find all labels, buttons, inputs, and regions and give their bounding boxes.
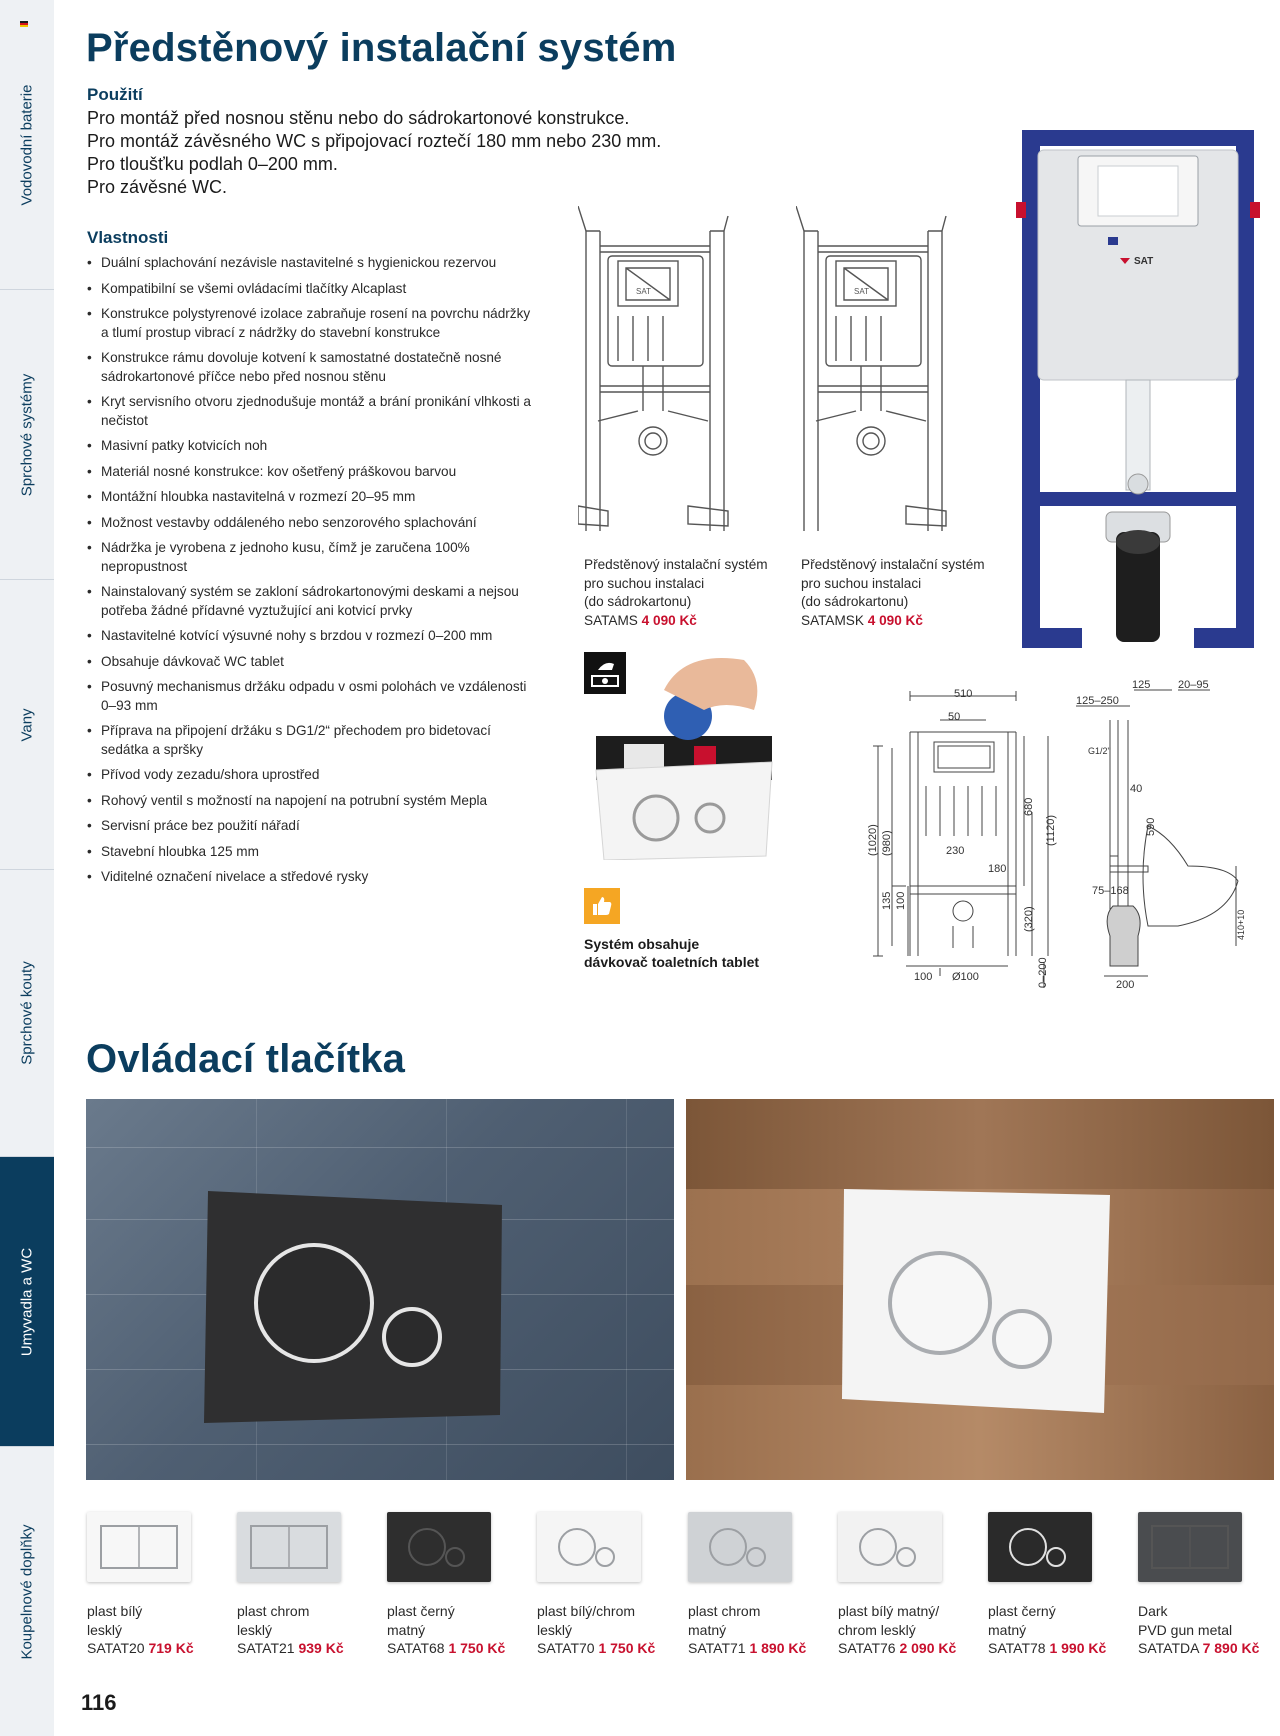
property-item: • Servisní práce bez použití nářadí [87, 817, 537, 836]
product-price: 719 Kč [148, 1640, 194, 1656]
caption-line: Předstěnový instalační systém [584, 557, 768, 572]
technical-drawing [848, 676, 1248, 992]
product-thumbnail [537, 1512, 641, 1582]
product-code: SATAMS [584, 612, 638, 628]
product-description [237, 1602, 377, 1658]
product-tile[interactable] [988, 1512, 1128, 1658]
property-item: • Materiál nosné konstrukce: kov ošetřený práškovou barvou [87, 463, 537, 482]
product-line: plast chrom [237, 1603, 310, 1619]
dim-label: Ø100 [952, 971, 979, 983]
product-thumbnail [988, 1512, 1092, 1582]
product-code: SATAT21 [237, 1640, 295, 1656]
product-price: 4 090 Kč [641, 612, 697, 628]
sidebar-tab-shower-enclosures[interactable] [0, 870, 54, 1157]
dim-label: 50 [948, 711, 961, 723]
product-code: SATAT78 [988, 1640, 1046, 1656]
caption-line: pro suchou instalaci [801, 575, 922, 591]
product-price: 1 750 Kč [598, 1640, 656, 1656]
white-plate-graphic [842, 1189, 1112, 1419]
caption-line: (do sádrokartonu) [801, 594, 909, 609]
product-price: 4 090 Kč [867, 612, 923, 628]
product-price: 7 890 Kč [1202, 1640, 1260, 1656]
product-line: Dark [1138, 1603, 1168, 1619]
sidebar-tab-label: Koupelnové doplňky [18, 1523, 36, 1660]
usage-heading: Použití [87, 85, 143, 104]
dim-label: 20–95 [1178, 679, 1209, 691]
caption-line: (do sádrokartonu) [584, 594, 692, 609]
product-code: SATAMSK [801, 612, 864, 628]
product-line: plast černý [387, 1603, 455, 1619]
sidebar-tab-label: Sprchové kouty [18, 961, 36, 1065]
sidebar-tab-bathtubs[interactable] [0, 580, 54, 870]
product-description [988, 1602, 1128, 1658]
sidebar-tab-shower-systems[interactable] [0, 290, 54, 580]
tablet-note-line: dávkovač toaletních tablet [584, 954, 760, 970]
frame-satams-image [578, 206, 738, 541]
usage-item: Pro závěsné WC. [87, 177, 228, 197]
product-code: SATAT70 [537, 1640, 595, 1656]
sidebar-tab-basins-wc[interactable] [0, 1157, 54, 1447]
product-code: SATAT71 [688, 1640, 746, 1656]
photo-dark-button [86, 1099, 674, 1480]
product-line: plast bílý/chrom [537, 1603, 636, 1619]
dark-plate-graphic [204, 1179, 504, 1429]
product-line: plast bílý matný/ [838, 1603, 940, 1619]
property-item: • Viditelné označení nivelace a středové rysky [87, 868, 537, 887]
frame-logo-text: SAT [854, 287, 869, 296]
property-item: • Konstrukce polystyrenové izolace zabraňuje rosení na povrchu nádržky a tlumí prostup vibrací z nádržky do stavební konstrukce [87, 305, 537, 342]
product-caption-satams [584, 556, 768, 630]
caption-line: pro suchou instalaci [584, 575, 705, 591]
dim-label: 680 [1023, 797, 1035, 816]
sidebar-tab-label: Vany [18, 707, 36, 742]
dim-label: 135 [881, 891, 893, 910]
product-thumbnail [237, 1512, 341, 1582]
property-item: • Nainstalovaný systém se zakloní sádrokartonovými deskami a nejsou potřeba žádné přídavné vyztužující ani kotvicí prvky [87, 583, 537, 620]
product-price: 1 990 Kč [1049, 1640, 1107, 1656]
product-price: 2 090 Kč [899, 1640, 957, 1656]
page-title: Předstěnový instalační systém [86, 26, 677, 70]
product-tile[interactable] [237, 1512, 377, 1658]
dim-label: 75–168 [1092, 885, 1129, 897]
category-sidebar [0, 0, 54, 1736]
property-item: • Možnost vestavby oddáleného nebo senzorového splachování [87, 514, 537, 533]
frame-satamsk-image [796, 206, 956, 541]
property-item: • Přívod vody zezadu/shora uprostřed [87, 766, 537, 785]
product-thumbnail [87, 1512, 191, 1582]
page-number: 116 [81, 1690, 117, 1715]
properties-list [87, 254, 537, 894]
dim-label: 230 [946, 845, 965, 857]
photo-white-button [686, 1099, 1274, 1480]
property-item: • Montážní hloubka nastavitelná v rozmezí 20–95 mm [87, 488, 537, 507]
property-item: • Masivní patky kotvicích noh [87, 437, 537, 456]
dim-label: 125–250 [1076, 695, 1119, 707]
property-item: • Konstrukce rámu dovoluje kotvení k samostatné dostatečně nosné sádrokartonové příčce nebo před nosnou stěnu [87, 349, 537, 386]
product-description [688, 1602, 828, 1658]
product-price: 1 750 Kč [448, 1640, 506, 1656]
product-line: lesklý [237, 1621, 273, 1638]
product-description [1138, 1602, 1278, 1658]
product-price: 939 Kč [298, 1640, 344, 1656]
product-line: PVD gun metal [1138, 1621, 1233, 1638]
product-description [537, 1602, 677, 1658]
sidebar-tab-label: Sprchové systémy [18, 373, 36, 496]
dim-label: (1120) [1045, 815, 1057, 846]
sidebar-tab-accessories[interactable] [0, 1447, 54, 1736]
property-item: • Rohový ventil s možností na napojení na potrubní systém Mepla [87, 792, 537, 811]
dim-label: 100 [914, 971, 933, 983]
product-code: SATAT76 [838, 1640, 896, 1656]
product-line: plast černý [988, 1603, 1056, 1619]
dim-label: (1020) [867, 824, 879, 856]
usage-item: Pro montáž před nosnou stěnu nebo do sádrokartonové konstrukce. [87, 108, 630, 128]
thumbs-up-icon [584, 888, 620, 924]
property-item: • Stavební hloubka 125 mm [87, 843, 537, 862]
product-line: matný [988, 1621, 1027, 1638]
frame-logo-text: SAT [636, 287, 651, 296]
sidebar-tab-label: Vodovodní baterie [18, 84, 36, 205]
tablet-note-line: Systém obsahuje [584, 936, 700, 952]
dim-label: 200 [1116, 979, 1135, 991]
usage-item: Pro montáž závěsného WC s připojovací roztečí 180 mm nebo 230 mm. [87, 131, 662, 151]
product-thumbnail [387, 1512, 491, 1582]
properties-heading: Vlastnosti [87, 228, 169, 247]
caption-line: Předstěnový instalační systém [801, 557, 985, 572]
product-line: plast chrom [688, 1603, 761, 1619]
sidebar-tab-label: Umyvadla a WC [18, 1247, 36, 1356]
dim-label: 410+10 [1236, 909, 1246, 940]
product-thumbnail [688, 1512, 792, 1582]
product-caption-satamsk [801, 556, 985, 630]
product-code: SATAT20 [87, 1640, 145, 1656]
dim-label: (980) [881, 830, 893, 856]
product-line: chrom lesklý [838, 1621, 916, 1638]
property-item: • Příprava na připojení držáku s DG1/2“ přechodem pro bidetovací sedátka a spršky [87, 722, 537, 759]
property-item: • Kompatibilní se všemi ovládacími tlačítky Alcaplast [87, 280, 537, 299]
dim-label: 180 [988, 863, 1007, 875]
product-price: 1 890 Kč [749, 1640, 807, 1656]
dim-label: 100 [895, 891, 907, 910]
dim-label: 0–200 [1037, 957, 1049, 988]
property-item: • Posuvný mechanismus držáku odpadu v osmi polohách ve vzdálenosti 0–93 mm [87, 678, 537, 715]
property-item: • Kryt servisního otvoru zjednodušuje montáž a brání pronikání vlhkosti a nečistot [87, 393, 537, 430]
product-line: matný [688, 1621, 727, 1638]
property-item: • Duální splachování nezávisle nastavitelné s hygienickou rezervou [87, 254, 537, 273]
product-code: SATATDA [1138, 1640, 1199, 1656]
section-title-buttons: Ovládací tlačítka [86, 1037, 406, 1081]
product-code: SATAT68 [387, 1640, 445, 1656]
dim-label: (320) [1023, 906, 1035, 932]
product-description [387, 1602, 527, 1658]
frame-logo-text: SAT [1134, 256, 1154, 267]
product-description [838, 1602, 978, 1658]
frame-blue-image [1016, 122, 1260, 652]
product-tile[interactable] [838, 1512, 978, 1658]
dim-label: 125 [1132, 679, 1151, 691]
property-item: • Nádržka je vyrobena z jednoho kusu, čímž je zaručena 100% nepropustnost [87, 539, 537, 576]
property-item: • Obsahuje dávkovač WC tablet [87, 653, 537, 672]
product-tile[interactable] [387, 1512, 527, 1658]
usage-list [87, 107, 661, 199]
product-line: lesklý [87, 1621, 123, 1638]
dim-label: 590 [1145, 817, 1157, 836]
product-line: matný [387, 1621, 426, 1638]
product-tile[interactable] [1138, 1512, 1278, 1658]
tablet-dispenser-photo [594, 650, 774, 860]
product-tile[interactable] [688, 1512, 828, 1658]
product-thumbnail [838, 1512, 942, 1582]
property-item: • Nastavitelné kotvící výsuvné nohy s brzdou v rozmezí 0–200 mm [87, 627, 537, 646]
product-tile[interactable] [537, 1512, 677, 1658]
product-line: plast bílý [87, 1603, 143, 1619]
dim-label: G1/2" [1088, 746, 1111, 756]
tablet-note [584, 935, 759, 971]
product-thumbnail [1138, 1512, 1242, 1582]
usage-item: Pro tloušťku podlah 0–200 mm. [87, 154, 338, 174]
dim-label: 40 [1130, 783, 1143, 795]
product-line: lesklý [537, 1621, 573, 1638]
dim-label: 510 [954, 688, 973, 700]
product-tile[interactable] [87, 1512, 227, 1658]
product-description [87, 1602, 227, 1658]
sidebar-tab-faucets[interactable] [0, 0, 54, 290]
